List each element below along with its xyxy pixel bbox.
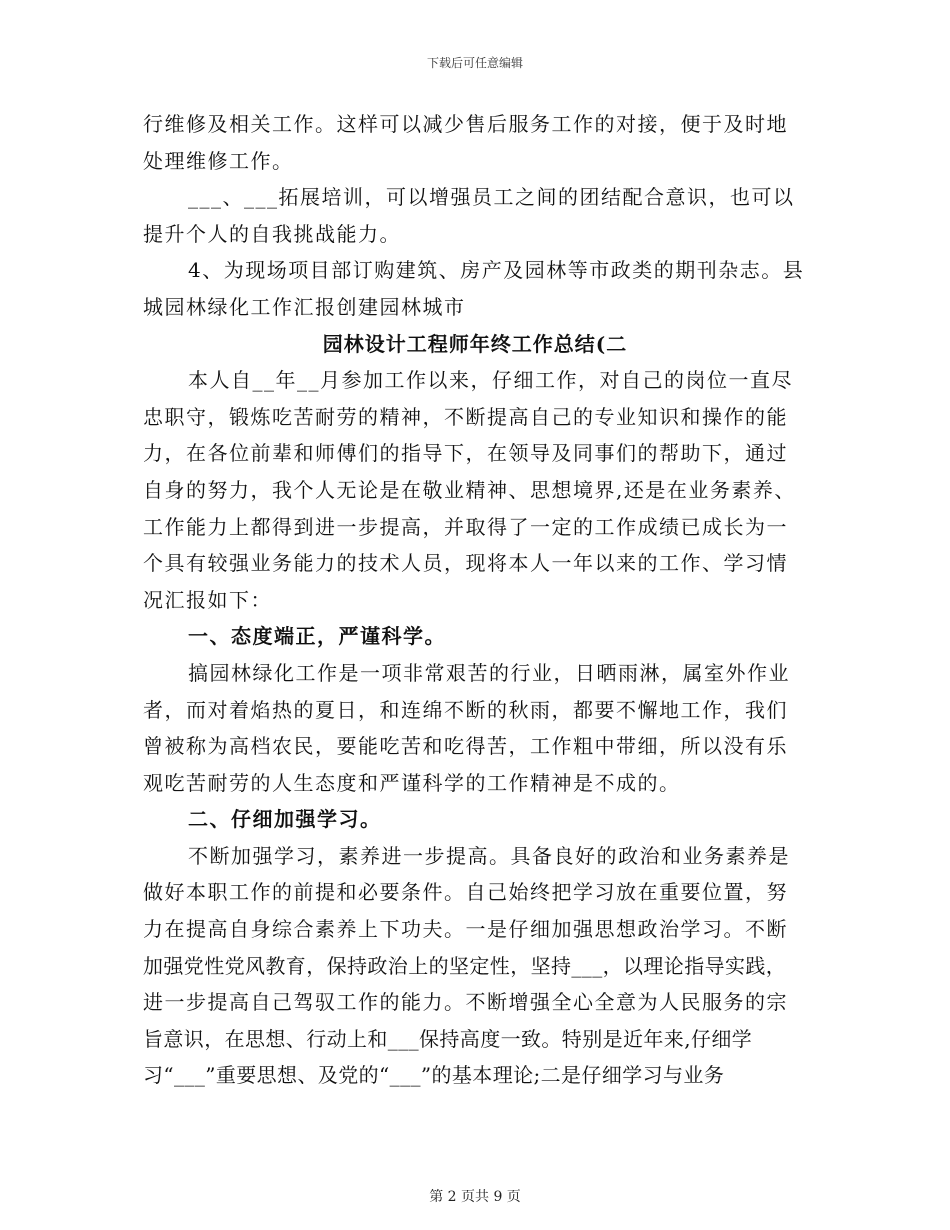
paragraph-line: 处理维修工作。: [143, 148, 294, 173]
page-header: 下载后可任意编辑: [426, 56, 523, 70]
paragraph-line: 行维修及相关工作。这样可以减少售后服务工作的对接，便于及时地: [143, 112, 788, 136]
paragraph-line: 工作能力上都得到进一步提高，并取得了一定的工作成绩已成长为一: [143, 514, 788, 539]
paragraph-line: 忠职守，锻炼吃苦耐劳的精神，不断提高自己的专业知识和操作的能: [143, 404, 788, 429]
paragraph-line: 搞园林绿化工作是一项非常艰苦的行业，日晒雨淋，属室外作业: [188, 660, 790, 685]
paragraph-line: 况汇报如下：: [143, 587, 272, 612]
paragraph-line: 力在提高自身综合素养上下功夫。一是仔细加强思想政治学习。不断: [143, 917, 788, 942]
paragraph-line: 不断加强学习，素养进一步提高。具备良好的政治和业务素养是: [188, 843, 790, 868]
paragraph-line: 个具有较强业务能力的技术人员，现将本人一年以来的工作、学习情: [143, 551, 788, 576]
paragraph-line: 习“___”重要思想、及党的“___”的基本理论;二是仔细学习与业务: [143, 1063, 725, 1088]
paragraph-line: 做好本职工作的前提和必要条件。自己始终把学习放在重要位置，努: [143, 880, 788, 905]
subsection-heading: 一、态度端正，严谨科学。: [188, 624, 446, 649]
paragraph-line: 加强党性党风教育，保持政治上的坚定性，坚持___，以理论指导实践，: [143, 953, 787, 978]
subsection-heading: 二、仔细加强学习。: [188, 807, 382, 832]
paragraph-line: ___、___拓展培训，可以增强员工之间的团结配合意识，也可以: [188, 185, 795, 210]
paragraph-line: 本人自__年__月参加工作以来，仔细工作，对自己的岗位一直尽: [188, 368, 793, 393]
paragraph-line: 力，在各位前辈和师傅们的指导下，在领导及同事们的帮助下，通过: [143, 441, 788, 466]
paragraph-line: 城园林绿化工作汇报创建园林城市: [143, 294, 466, 319]
paragraph-line: 自身的努力，我个人无论是在敬业精神、思想境界,还是在业务素养、: [143, 477, 796, 502]
document-body: [143, 106, 807, 1094]
paragraph-line: 观吃苦耐劳的人生态度和严谨科学的工作精神是不成的。: [143, 770, 681, 795]
paragraph-line: 进一步提高自己驾驭工作的能力。不断增强全心全意为人民服务的宗: [143, 990, 788, 1015]
section-title: 园林设计工程师年终工作总结(二: [322, 331, 628, 356]
paragraph-line: 者，而对着焰热的夏日，和连绵不断的秋雨，都要不懈地工作，我们: [143, 697, 788, 722]
paragraph-line: 曾被称为高档农民，要能吃苦和吃得苦，工作粗中带细，所以没有乐: [143, 734, 788, 759]
paragraph-line: 旨意识，在思想、行动上和___保持高度一致。特别是近年来,仔细学: [143, 1026, 753, 1051]
page-footer: 第 2 页共 9 页: [429, 1189, 521, 1205]
paragraph-line: 提升个人的自我挑战能力。: [143, 221, 401, 246]
paragraph-line: 4、为现场项目部订购建筑、房产及园林等市政类的期刊杂志。县: [188, 258, 805, 283]
